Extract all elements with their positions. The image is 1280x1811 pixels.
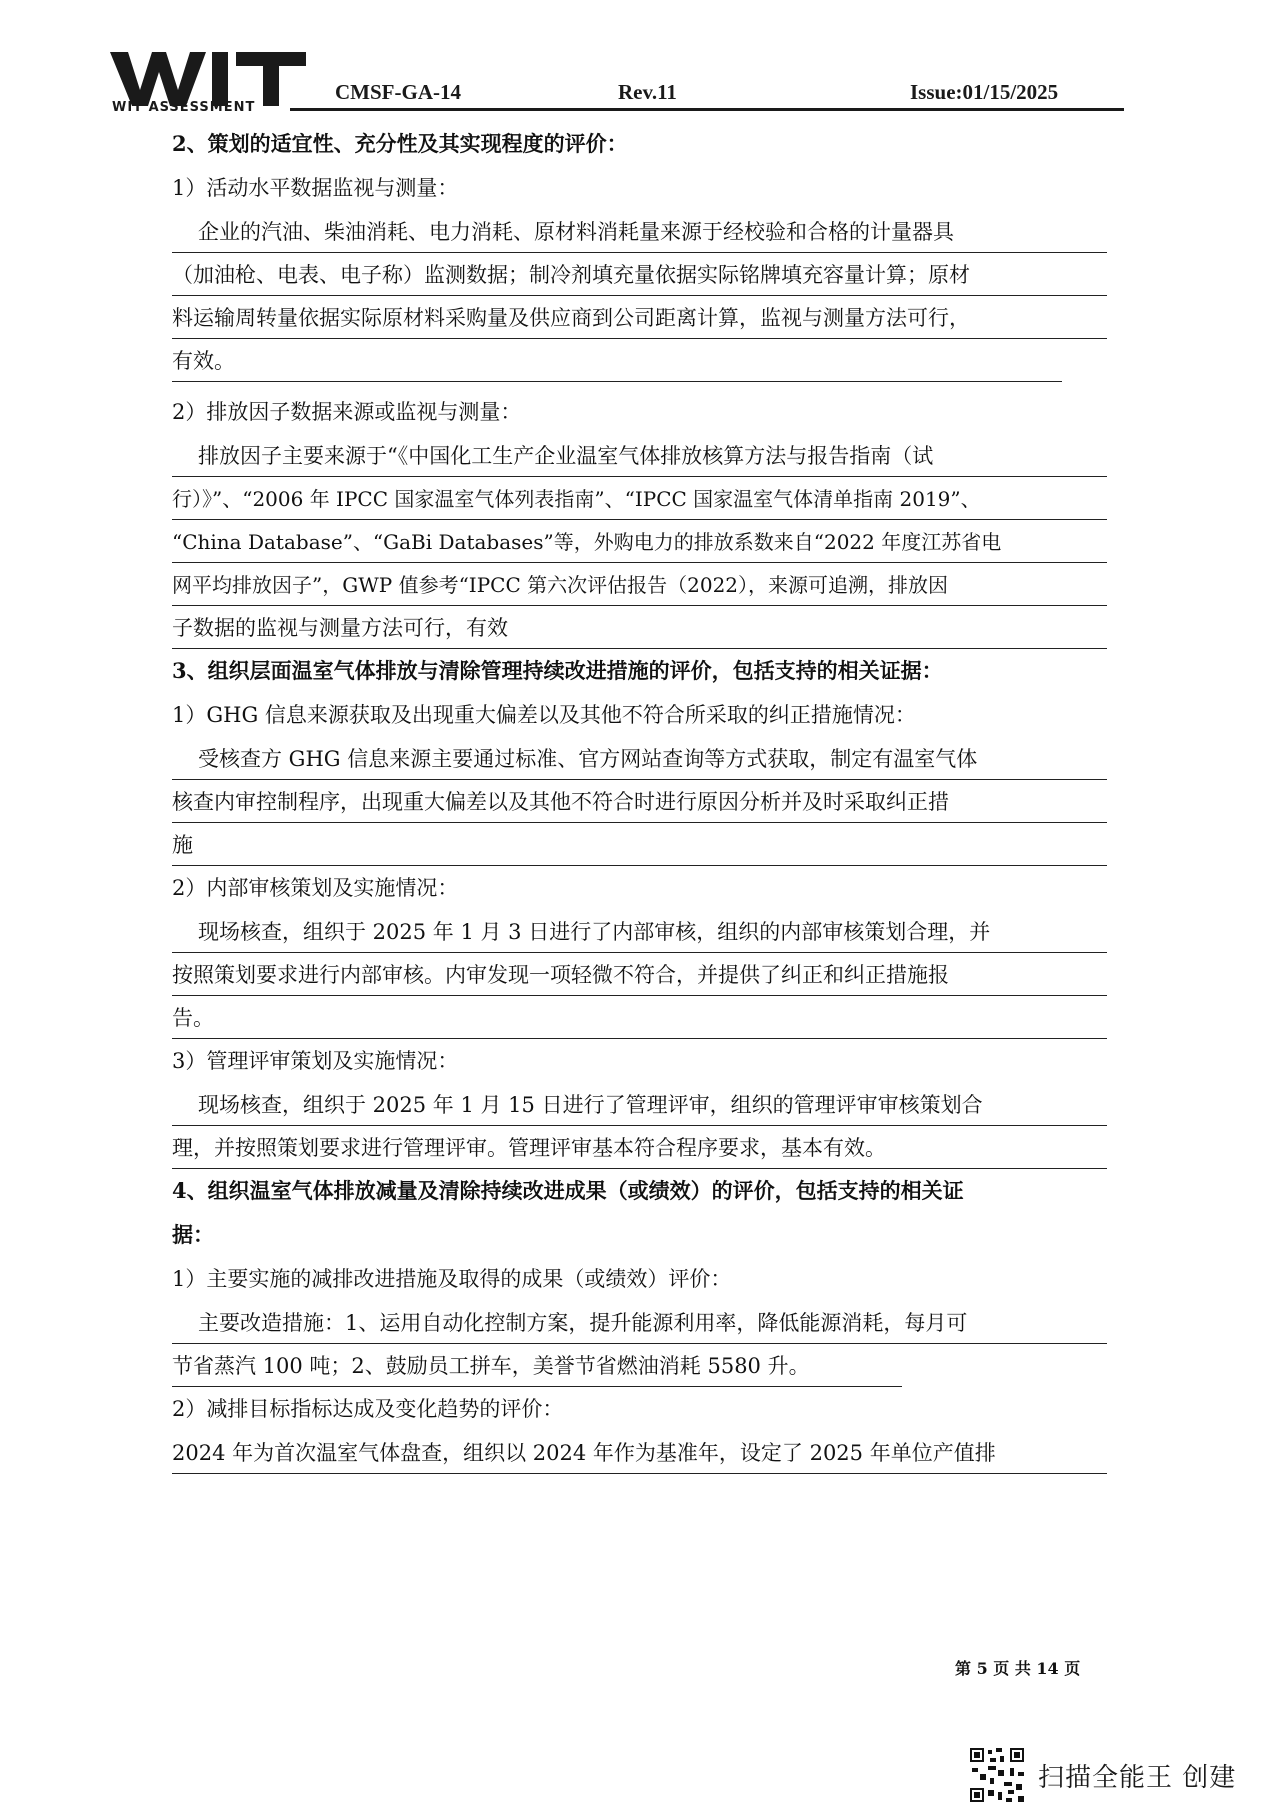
qr-code-icon xyxy=(968,1746,1026,1804)
text-line: 告。 xyxy=(172,996,1107,1039)
text-line: 料运输周转量依据实际原材料采购量及供应商到公司距离计算，监视与测量方法可行， xyxy=(172,296,1107,339)
text-line: 按照策划要求进行内部审核。内审发现一项轻微不符合，并提供了纠正和纠正措施报 xyxy=(172,953,1107,996)
page-number: 第 5 页 共 14 页 xyxy=(955,1659,1081,1678)
text-line: （加油枪、电表、电子称）监测数据；制冷剂填充量依据实际铭牌填充容量计算；原材 xyxy=(172,253,1107,296)
section-3-1-title: 1）GHG 信息来源获取及出现重大偏差以及其他不符合所采取的纠正措施情况： xyxy=(172,703,916,727)
section-4-title-cont: 据： xyxy=(172,1222,214,1247)
text-line: 企业的汽油、柴油消耗、电力消耗、原材料消耗量来源于经校验和合格的计量器具 xyxy=(172,210,1107,253)
watermark-text: 扫描全能王 创建 xyxy=(1038,1762,1237,1793)
text-line: 网平均排放因子”，GWP 值参考“IPCC 第六次评估报告（2022），来源可追溯，排放因 xyxy=(172,563,1107,606)
text-line: 2024 年为首次温室气体盘查，组织以 2024 年作为基准年，设定了 2025 年单位产值排 xyxy=(172,1431,1107,1474)
logo-subtitle: WIT ASSESSMENT xyxy=(112,100,256,115)
text-line: 排放因子主要来源于“《中国化工生产企业温室气体排放核算方法与报告指南（试 xyxy=(172,434,1107,477)
revision: Rev.11 xyxy=(618,80,677,104)
text-line: 受核查方 GHG 信息来源主要通过标准、官方网站查询等方式获取，制定有温室气体 xyxy=(172,737,1107,780)
issue-date: Issue:01/15/2025 xyxy=(910,80,1059,104)
text-line: 核查内审控制程序，出现重大偏差以及其他不符合时进行原因分析并及时采取纠正措 xyxy=(172,780,1107,823)
section-4-2-title: 2）减排目标指标达成及变化趋势的评价： xyxy=(172,1397,564,1421)
doc-code: CMSF-GA-14 xyxy=(335,80,461,104)
section-4-title: 4、组织温室气体排放减量及清除持续改进成果（或绩效）的评价，包括支持的相关证 xyxy=(172,1178,964,1203)
section-2-2-title: 2）排放因子数据来源或监视与测量： xyxy=(172,400,522,424)
text-line: 主要改造措施：1、运用自动化控制方案，提升能源利用率，降低能源消耗，每月可 xyxy=(172,1301,1107,1344)
text-line: 行）》”、“2006 年 IPCC 国家温室气体列表指南”、“IPCC 国家温室气体清单指南 2019”、 xyxy=(172,477,1107,520)
section-2-title: 2、策划的适宜性、充分性及其实现程度的评价： xyxy=(172,131,628,156)
text-line: 施 xyxy=(172,823,1107,866)
text-line: 现场核查，组织于 2025 年 1 月 15 日进行了管理评审，组织的管理评审审核策划合 xyxy=(172,1083,1107,1126)
header-rule xyxy=(290,108,1124,111)
text-line: “China Database”、“GaBi Databases”等，外购电力的排放系数来自“2022 年度江苏省电 xyxy=(172,520,1107,563)
text-line: 理，并按照策划要求进行管理评审。管理评审基本符合程序要求，基本有效。 xyxy=(172,1126,1107,1169)
section-3-2-title: 2）内部审核策划及实施情况： xyxy=(172,876,459,900)
section-2-1-title: 1）活动水平数据监视与测量： xyxy=(172,176,459,200)
section-3-title: 3、组织层面温室气体排放与清除管理持续改进措施的评价，包括支持的相关证据： xyxy=(172,658,943,683)
section-4-1-title: 1）主要实施的减排改进措施及取得的成果（或绩效）评价： xyxy=(172,1267,732,1291)
document-body xyxy=(172,122,1107,1474)
text-line: 现场核查，组织于 2025 年 1 月 3 日进行了内部审核，组织的内部审核策划合理，并 xyxy=(172,910,1107,953)
section-3-3-title: 3）管理评审策划及实施情况： xyxy=(172,1049,459,1073)
scanner-watermark xyxy=(968,1746,1236,1804)
text-line: 节省蒸汽 100 吨；2、鼓励员工拼车，美誉节省燃油消耗 5580 升。 xyxy=(172,1344,902,1387)
text-line: 有效。 xyxy=(172,339,1062,382)
text-line: 子数据的监视与测量方法可行，有效 xyxy=(172,606,1107,649)
